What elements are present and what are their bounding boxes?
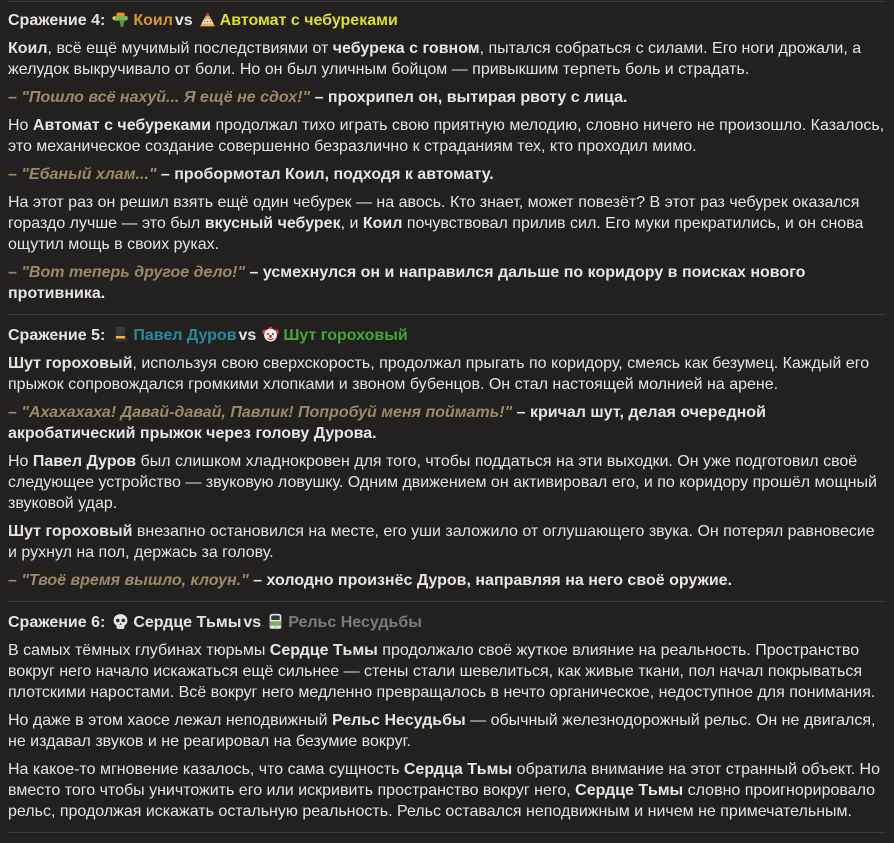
paragraph: [8, 451, 886, 514]
text-segment: вкусный чебурек: [204, 215, 341, 232]
text-segment: В самых тёмных глубинах тюрьмы: [8, 642, 270, 659]
text-segment: Сердца Тьмы: [403, 761, 513, 778]
text-segment: – прохрипел он, вытирая рвоту с лица.: [310, 89, 628, 106]
text-segment: — обычный железнодорожный рельс. Он не двигался, не издавал звуков и не реагировал на безумие вокруг.: [8, 712, 876, 750]
quote-segment: – "Пошло всё нахуй... Я ещё не сдох!": [8, 89, 311, 106]
battle-header: [8, 10, 886, 31]
text-segment: внезапно остановился на месте, его уши заложило от оглушающего звука. Он потерял равновесие и рухнул на пол, держась за голову.: [8, 523, 875, 561]
divider: [8, 601, 886, 602]
skull-icon: [112, 613, 129, 630]
text-segment: – кричал шут, делая очередной акробатический прыжок через голову Дурова.: [8, 404, 766, 442]
text-segment: Но даже в этом хаосе лежал неподвижный: [8, 712, 332, 729]
clown-face-icon: [262, 326, 279, 343]
text-segment: Но: [8, 453, 33, 470]
paragraph: [8, 521, 886, 563]
fighter-name: Шут гороховый: [283, 327, 408, 344]
quote-segment: – "Ебаный хлам...": [8, 166, 157, 183]
battle-header: [8, 612, 886, 633]
text-segment: обратила внимание на этот странный объект. Но вместо того чтобы уничтожить его или искривить пространство вокруг него,: [8, 761, 880, 799]
fighter-name: Сердце Тьмы: [133, 614, 242, 631]
speech-paragraph: [8, 402, 886, 444]
text-segment: Павел Дуров: [32, 453, 137, 470]
text-segment: был слишком хладнокровен для того, чтобы поддаться на эти выходки. Он уже подготовил своё следующее устройство — звуковую ловушку. Одним движением он активировал его, и по коридору прошёл мощный звуковой удар.: [8, 453, 877, 512]
water-pistol-icon: [112, 11, 129, 28]
battle-section: [8, 612, 886, 822]
text-segment: чебурека с говном: [332, 40, 480, 57]
paragraph: [8, 38, 886, 80]
train-icon: [267, 613, 284, 630]
text-segment: Сердце Тьмы: [269, 642, 378, 659]
battle-label: Сражение 4:: [8, 12, 106, 29]
paragraph: [8, 710, 886, 752]
quote-segment: – "Твоё время вышло, клоун.": [8, 572, 249, 589]
text-segment: Автомат с чебуреками: [32, 117, 212, 134]
battle-section: [8, 325, 886, 591]
divider: [8, 314, 886, 315]
vs-label: vs: [238, 327, 257, 344]
battle-log: [0, 1, 894, 833]
text-segment: , пытался собраться с силами. Его ноги дрожали, а желудок выкручивало от боли. Но он был уличным бойцом — привыкшим терпеть боль и страдать.: [8, 40, 862, 78]
speech-paragraph: [8, 570, 886, 591]
text-segment: На этот раз он решил взять ещё один чебурек — на авось. Кто знает, может повезёт? В этот раз чебурек оказался гораздо лучше — это был: [8, 194, 860, 232]
battle-section: [8, 10, 886, 304]
text-segment: Шут гороховый: [8, 523, 133, 540]
vs-label: vs: [174, 12, 193, 29]
fighter-name: Павел Дуров: [133, 327, 237, 344]
speech-paragraph: [8, 164, 886, 185]
text-segment: – усмехнулся он и направился дальше по коридору в поисках нового противника.: [8, 264, 806, 302]
text-segment: Коил: [362, 215, 403, 232]
text-segment: На какое-то мгновение казалось, что сама сущность: [8, 761, 404, 778]
text-segment: , используя свою сверхскорость, продолжал прыгать по коридору, смеясь как безумец. Каждый его прыжок сопровождался громкими хлопками и звоном бубенцов. Он стал настоящей молнией на арене.: [8, 355, 870, 393]
text-segment: – холодно произнёс Дуров, направляя на него своё оружие.: [248, 572, 733, 589]
fighter-name: Коил: [133, 12, 173, 29]
paragraph: [8, 759, 886, 822]
text-segment: Рельс Несудьбы: [331, 712, 466, 729]
battle-label: Сражение 5:: [8, 327, 106, 344]
quote-segment: – "Ахахахаха! Давай-давай, Павлик! Попробуй меня поймать!": [8, 404, 513, 421]
speech-paragraph: [8, 262, 886, 304]
paragraph: [8, 115, 886, 157]
page-body: [0, 1, 894, 833]
text-segment: Коил: [8, 40, 48, 57]
text-segment: словно проигнорировало рельс, продолжая искажать остальную реальность. Рельс оставался неподвижным и ничем не примечательным.: [8, 782, 875, 820]
text-segment: продолжало своё жуткое влияние на реальность. Пространство вокруг него начало искажаться ещё сильнее — стены стали шевелиться, как живые ткани, пол начал покрываться плотскими наростами. Всё вокруг него медленно превращалось в нечто органическое, недоступное для понимания.: [8, 642, 876, 701]
text-segment: почувствовал прилив сил. Его муки прекратились, и он снова ощутил мощь в своих руках.: [8, 215, 864, 253]
quote-segment: – "Вот теперь другое дело!": [8, 264, 246, 281]
text-segment: продолжал тихо играть свою приятную мелодию, словно ничего не произошло. Казалось, это механическое создание совершенно безразлично к страданиям тех, кто проходил мимо.: [8, 117, 885, 155]
shortcake-icon: [199, 11, 216, 28]
paragraph: [8, 353, 886, 395]
divider: [8, 832, 886, 833]
text-segment: , и: [340, 215, 363, 232]
battle-header: [8, 325, 886, 346]
text-segment: – пробормотал Коил, подходя к автомату.: [156, 166, 494, 183]
text-segment: , всё ещё мучимый последствиями от: [47, 40, 333, 57]
text-segment: Сердце Тьмы: [575, 782, 684, 799]
battle-label: Сражение 6:: [8, 614, 106, 631]
text-segment: Шут гороховый: [8, 355, 133, 372]
fighter-name: Автомат с чебуреками: [219, 12, 398, 29]
paragraph: [8, 640, 886, 703]
vs-label: vs: [243, 614, 262, 631]
text-segment: Но: [8, 117, 33, 134]
paragraph: [8, 192, 886, 255]
fighter-name: Рельс Несудьбы: [288, 614, 422, 631]
top-hat-icon: [112, 326, 129, 343]
divider: [8, 1, 886, 2]
speech-paragraph: [8, 87, 886, 108]
